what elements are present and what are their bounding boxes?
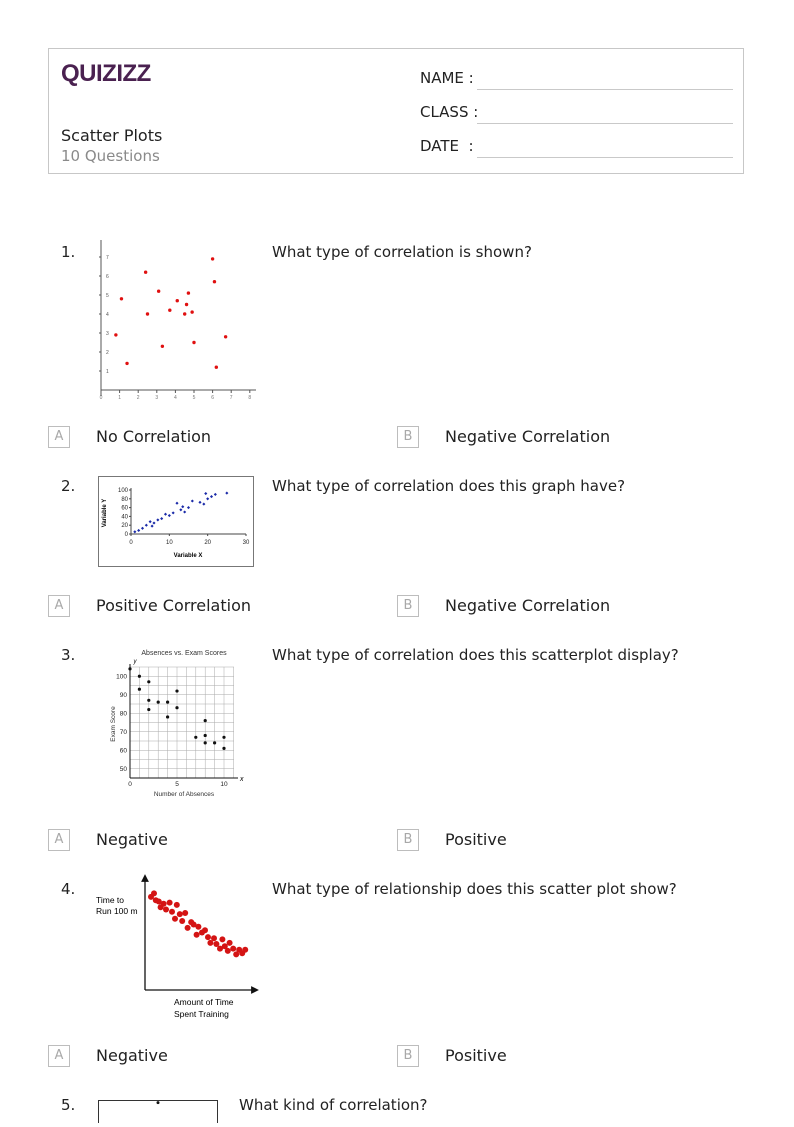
scatter-point — [230, 946, 236, 952]
scatter-point — [157, 1101, 160, 1104]
scatter-point — [138, 688, 141, 691]
scatter-point — [187, 291, 190, 294]
q2-scatter-svg — [98, 476, 254, 567]
x-tick-label: 8 — [248, 395, 252, 401]
q5-scatter-svg — [98, 1099, 220, 1123]
scatter-point — [128, 667, 131, 670]
x-tick-label: 20 — [204, 540, 212, 546]
x-tick-label: 5 — [175, 781, 179, 788]
x-tick-label: 7 — [229, 395, 233, 401]
option-a-text[interactable]: No Correlation — [96, 427, 212, 446]
scatter-point — [194, 736, 197, 739]
x-tick-label: 0 — [129, 540, 133, 546]
scatter-point — [167, 900, 173, 906]
option-a-box[interactable]: A — [48, 1045, 70, 1067]
question-text: What type of correlation is shown? — [272, 243, 532, 261]
scatter-point — [194, 932, 200, 938]
y-tick-label: 5 — [106, 293, 109, 299]
scatter-point — [166, 715, 169, 718]
x-tick-label: 1 — [118, 395, 121, 401]
scatter-point — [213, 741, 216, 744]
scatter-point — [147, 699, 150, 702]
y-tick-label: 100 — [116, 673, 127, 681]
scatter-point — [183, 312, 186, 315]
question-text: What type of correlation does this graph have? — [272, 477, 626, 495]
q2-scatter-figure — [98, 476, 254, 571]
worksheet-header — [48, 48, 744, 174]
question-number: 5. — [61, 1096, 76, 1114]
y-tick-label: 70 — [119, 728, 127, 736]
scatter-point — [169, 909, 175, 915]
scatter-point — [222, 747, 225, 750]
quizizz-logo-svg — [61, 57, 161, 87]
scatter-point — [227, 940, 233, 946]
y-tick-label: 1 — [106, 369, 109, 375]
option-a-box[interactable]: A — [48, 829, 70, 851]
worksheet-subtitle: 10 Questions — [61, 147, 160, 165]
scatter-point — [224, 335, 227, 338]
q3-scatter-figure — [104, 646, 250, 804]
option-b-text[interactable]: Positive — [445, 1046, 507, 1065]
y-tick-label: 20 — [121, 523, 128, 530]
y-axis-title: Variable Y — [102, 498, 108, 528]
class-field[interactable] — [420, 103, 733, 127]
q4-scatter-figure — [94, 874, 260, 1026]
question-number: 4. — [61, 880, 76, 898]
question-number: 2. — [61, 477, 76, 495]
x-axis-title: Variable X — [173, 553, 203, 559]
q1-scatter-svg — [94, 240, 260, 402]
x-axis-label-line2: Spent Training — [174, 1009, 229, 1019]
x-tick-label: 2 — [136, 395, 140, 401]
option-b-box[interactable]: B — [397, 595, 419, 617]
scatter-point — [204, 719, 207, 722]
option-b-box[interactable]: B — [397, 829, 419, 851]
class-line[interactable] — [477, 123, 733, 124]
scatter-point — [192, 341, 195, 344]
class-label: CLASS : — [420, 103, 479, 121]
chart-title: Absences vs. Exam Scores — [141, 650, 227, 657]
scatter-point — [146, 312, 149, 315]
brand-text: QUIZIZZ — [61, 60, 151, 87]
scatter-point — [222, 736, 225, 739]
q1-scatter-figure — [94, 240, 260, 406]
y-tick-label: 60 — [121, 505, 128, 512]
date-line[interactable] — [477, 157, 733, 158]
y-tick-label: 7 — [106, 255, 109, 261]
scatter-point — [211, 935, 217, 941]
scatter-point — [138, 675, 141, 678]
scatter-point — [195, 924, 201, 930]
question-text: What kind of correlation? — [239, 1096, 428, 1114]
option-b-box[interactable]: B — [397, 426, 419, 448]
x-tick-label: 0 — [99, 395, 103, 401]
scatter-point — [147, 708, 150, 711]
x-tick-label: 10 — [165, 540, 173, 546]
q4-scatter-svg — [94, 874, 260, 1022]
scatter-point — [175, 706, 178, 709]
scatter-point — [213, 280, 216, 283]
question-number: 3. — [61, 646, 76, 664]
x-tick-label: 10 — [220, 781, 228, 788]
scatter-point — [190, 310, 193, 313]
scatter-point — [166, 701, 169, 704]
y-tick-label: 2 — [106, 350, 109, 356]
scatter-point — [179, 918, 185, 924]
y-tick-label: 60 — [119, 747, 127, 755]
option-b-text[interactable]: Positive — [445, 830, 507, 849]
scatter-point — [242, 947, 248, 953]
scatter-point — [175, 689, 178, 692]
scatter-point — [182, 910, 188, 916]
x-tick-label: 3 — [155, 395, 159, 401]
y-tick-label: 80 — [121, 496, 128, 503]
scatter-point — [211, 257, 214, 260]
scatter-point — [215, 366, 218, 369]
option-a-box[interactable]: A — [48, 426, 70, 448]
date-field[interactable] — [420, 137, 733, 161]
scatter-point — [174, 902, 180, 908]
x-axis-letter: x — [240, 776, 244, 783]
x-tick-label: 30 — [242, 540, 250, 546]
scatter-point — [114, 333, 117, 336]
y-tick-label: 50 — [119, 765, 127, 773]
scatter-point — [157, 701, 160, 704]
scatter-point — [225, 948, 231, 954]
y-tick-label: 4 — [106, 312, 109, 318]
question-number: 1. — [61, 243, 76, 261]
option-b-text[interactable]: Negative Correlation — [445, 427, 611, 446]
y-tick-label: 6 — [106, 274, 109, 280]
quizizz-logo — [61, 57, 161, 91]
option-a-text[interactable]: Negative — [96, 830, 168, 849]
scatter-point — [185, 303, 188, 306]
y-tick-label: 100 — [117, 488, 128, 494]
scatter-point — [204, 734, 207, 737]
scatter-point — [144, 271, 147, 274]
scatter-point — [163, 907, 169, 913]
scatter-point — [205, 934, 211, 940]
y-axis-label: Exam Score — [110, 706, 117, 742]
option-b-text[interactable]: Negative Correlation — [445, 596, 611, 615]
x-tick-label: 5 — [192, 395, 196, 401]
date-label: DATE : — [420, 137, 474, 155]
question-text: What type of correlation does this scatterplot display? — [272, 646, 679, 664]
scatter-point — [202, 927, 208, 933]
x-axis-label-line1: Amount of Time — [174, 997, 234, 1007]
scatter-point — [161, 901, 167, 907]
scatter-point — [176, 299, 179, 302]
name-label: NAME : — [420, 69, 474, 87]
x-tick-label: 6 — [211, 395, 214, 401]
y-tick-label: 90 — [119, 691, 127, 699]
option-a-text[interactable]: Positive Correlation — [96, 596, 251, 615]
name-field[interactable] — [420, 69, 733, 93]
name-line[interactable] — [477, 89, 733, 90]
y-axis-label-line2: Run 100 m — [96, 906, 138, 916]
scatter-point — [172, 916, 178, 922]
option-b-box[interactable]: B — [397, 1045, 419, 1067]
scatter-point — [151, 890, 157, 896]
y-tick-label: 3 — [106, 331, 109, 337]
scatter-point — [219, 936, 225, 942]
y-tick-label: 0 — [124, 532, 128, 538]
option-a-text[interactable]: Negative — [96, 1046, 168, 1065]
scatter-point — [177, 911, 183, 917]
scatter-point — [120, 297, 123, 300]
y-axis-letter: y — [133, 659, 137, 665]
question-text: What type of relationship does this scatter plot show? — [272, 880, 677, 898]
scatter-point — [204, 741, 207, 744]
scatter-point — [185, 925, 191, 931]
x-axis-label: Number of Absences — [153, 791, 215, 798]
scatter-point — [161, 345, 164, 348]
x-tick-label: 0 — [128, 781, 132, 788]
x-tick-label: 4 — [174, 395, 177, 401]
q3-scatter-svg — [104, 646, 250, 800]
scatter-point — [168, 309, 171, 312]
y-tick-label: 40 — [121, 514, 128, 521]
scatter-point — [157, 290, 160, 293]
scatter-point — [147, 680, 150, 683]
y-tick-label: 80 — [119, 710, 127, 718]
y-axis-label-line1: Time to — [96, 895, 125, 905]
option-a-box[interactable]: A — [48, 595, 70, 617]
scatter-point — [125, 362, 128, 365]
worksheet-title: Scatter Plots — [61, 126, 163, 145]
